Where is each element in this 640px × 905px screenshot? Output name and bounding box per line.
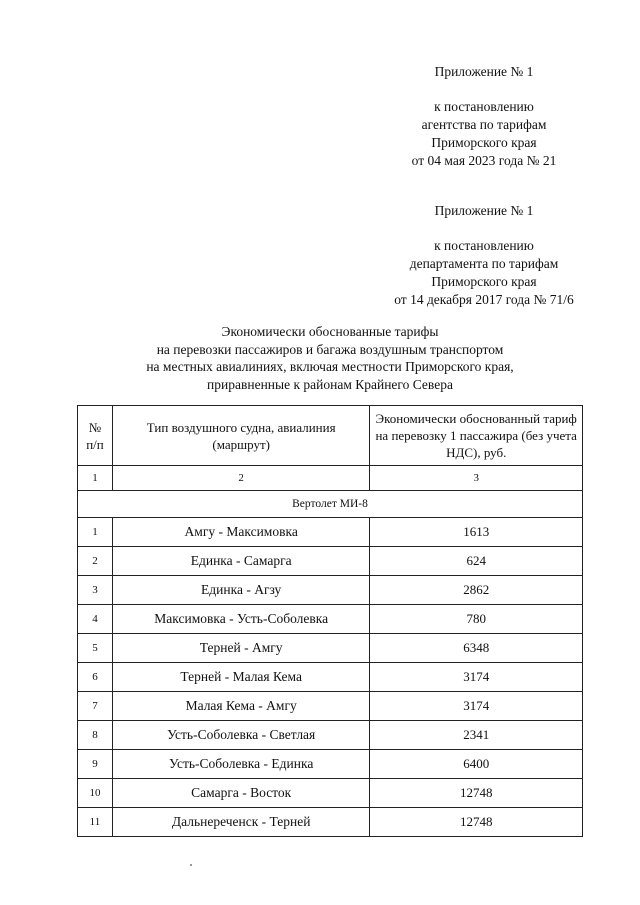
table-row: [78, 663, 583, 692]
route-cell: Дальнереченск - Терней: [112, 808, 369, 837]
route-cell: Усть-Соболевка - Единка: [112, 750, 369, 779]
header-route: Тип воздушного судна, авиалиния (маршрут): [112, 406, 369, 466]
table-row: [78, 605, 583, 634]
route-cell: Единка - Агзу: [112, 576, 369, 605]
row-number: 6: [78, 663, 113, 692]
appendix-current-line: Приморского края: [431, 135, 537, 150]
table-row: [78, 721, 583, 750]
appendix-previous-line: департамента по тарифам: [409, 256, 559, 271]
appendix-previous-title: Приложение № 1: [434, 203, 534, 218]
appendix-previous-line: от 14 декабря 2017 года № 71/6: [394, 292, 574, 307]
route-cell: Малая Кема - Амгу: [112, 692, 369, 721]
route-cell: Самарга - Восток: [112, 779, 369, 808]
row-number: 2: [78, 547, 113, 576]
tariff-cell: 6400: [370, 750, 583, 779]
header-tariff: Экономически обоснованный тариф на перевозку 1 пассажира (без учета НДС), руб.: [370, 406, 583, 466]
tariff-cell: 12748: [370, 779, 583, 808]
appendix-current-line: к постановлению: [434, 99, 534, 114]
section-row: [78, 491, 583, 518]
tariff-cell: 2341: [370, 721, 583, 750]
appendix-current-line: агентства по тарифам: [421, 117, 547, 132]
appendix-current-block: [384, 63, 584, 170]
tariff-cell: 12748: [370, 808, 583, 837]
title-line: на перевозки пассажиров и багажа воздушным транспортом: [156, 341, 504, 357]
row-number: 4: [78, 605, 113, 634]
table-row: [78, 808, 583, 837]
tariff-table: [77, 405, 583, 837]
appendix-previous-line: к постановлению: [434, 238, 534, 253]
row-number: 3: [78, 576, 113, 605]
title-line: приравненные к районам Крайнего Севера: [207, 376, 453, 392]
header-number: № п/п: [78, 406, 113, 466]
table-header-row: [78, 406, 583, 466]
route-cell: Единка - Самарга: [112, 547, 369, 576]
table-row: [78, 576, 583, 605]
appendix-current-line: от 04 мая 2023 года № 21: [411, 153, 557, 168]
tariff-cell: 2862: [370, 576, 583, 605]
row-number: 5: [78, 634, 113, 663]
table-row: [78, 750, 583, 779]
title-line: Экономически обоснованные тарифы: [221, 324, 439, 339]
tariff-cell: 3174: [370, 692, 583, 721]
route-cell: Максимовка - Усть-Соболевка: [112, 605, 369, 634]
appendix-current-title: Приложение № 1: [434, 64, 534, 79]
tariff-cell: 1613: [370, 518, 583, 547]
appendix-previous-line: Приморского края: [431, 274, 537, 289]
row-number: 7: [78, 692, 113, 721]
title-line: на местных авиалиниях, включая местности Приморского края,: [146, 359, 514, 374]
column-number-row: [78, 466, 583, 491]
row-number: 10: [78, 779, 113, 808]
route-cell: Терней - Малая Кема: [112, 663, 369, 692]
table-row: [78, 518, 583, 547]
document-title: [80, 323, 580, 393]
tariff-cell: 624: [370, 547, 583, 576]
table-row: [78, 692, 583, 721]
route-cell: Амгу - Максимовка: [112, 518, 369, 547]
row-number: 1: [78, 518, 113, 547]
section-label: Вертолет МИ-8: [78, 491, 583, 518]
table-row: [78, 547, 583, 576]
column-number: 2: [112, 466, 369, 491]
route-cell: Усть-Соболевка - Светлая: [112, 721, 369, 750]
row-number: 11: [78, 808, 113, 837]
appendix-previous-block: [384, 202, 584, 309]
scan-dot: [190, 864, 192, 866]
tariff-cell: 3174: [370, 663, 583, 692]
column-number: 3: [370, 466, 583, 491]
row-number: 8: [78, 721, 113, 750]
table-row: [78, 779, 583, 808]
column-number: 1: [78, 466, 113, 491]
route-cell: Терней - Амгу: [112, 634, 369, 663]
tariff-cell: 780: [370, 605, 583, 634]
tariff-cell: 6348: [370, 634, 583, 663]
row-number: 9: [78, 750, 113, 779]
table-row: [78, 634, 583, 663]
